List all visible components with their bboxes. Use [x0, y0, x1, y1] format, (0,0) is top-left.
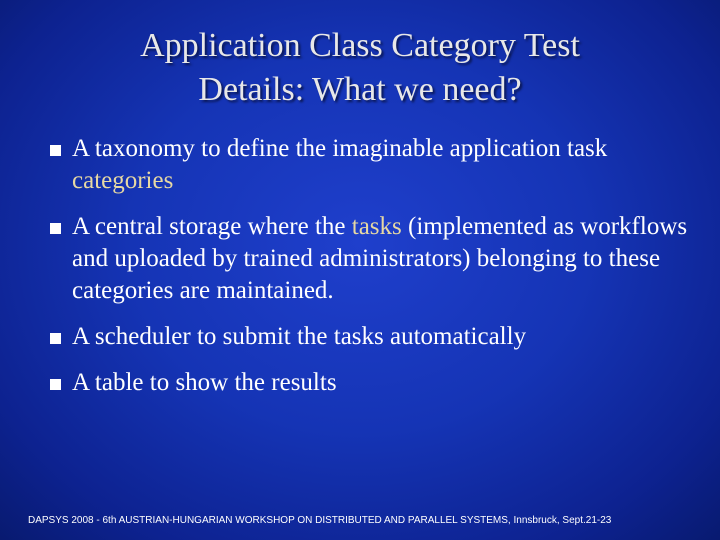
highlighted-term: tasks: [351, 213, 402, 240]
highlighted-term: categories: [72, 167, 174, 194]
bullet-text: A central storage where the: [72, 213, 352, 240]
slide-title: [40, 24, 680, 112]
slide-title-line-1: Application Class Category Test: [140, 27, 580, 64]
bullet-item: [50, 321, 690, 353]
square-bullet-icon: [50, 145, 61, 156]
square-bullet-icon: [50, 379, 61, 390]
bullet-list: [50, 133, 690, 413]
bullet-text: A table to show the results: [72, 369, 337, 396]
bullet-item: [50, 211, 690, 307]
slide-footer: DAPSYS 2008 - 6th AUSTRIAN-HUNGARIAN WORKSHOP ON DISTRIBUTED AND PARALLEL SYSTEMS, Innsbruck, Sept.21-23: [28, 515, 612, 526]
square-bullet-icon: [50, 333, 61, 344]
bullet-text: A scheduler to submit the tasks automatically: [72, 323, 527, 350]
bullet-text: A taxonomy to define the imaginable application task: [72, 135, 608, 162]
square-bullet-icon: [50, 223, 61, 234]
bullet-text: (implemented as workflows and uploaded by trained administrators) belonging to these categories are maintained.: [72, 213, 688, 304]
bullet-item: [50, 367, 690, 399]
slide-title-line-2: Details: What we need?: [198, 71, 522, 108]
bullet-item: [50, 133, 690, 197]
